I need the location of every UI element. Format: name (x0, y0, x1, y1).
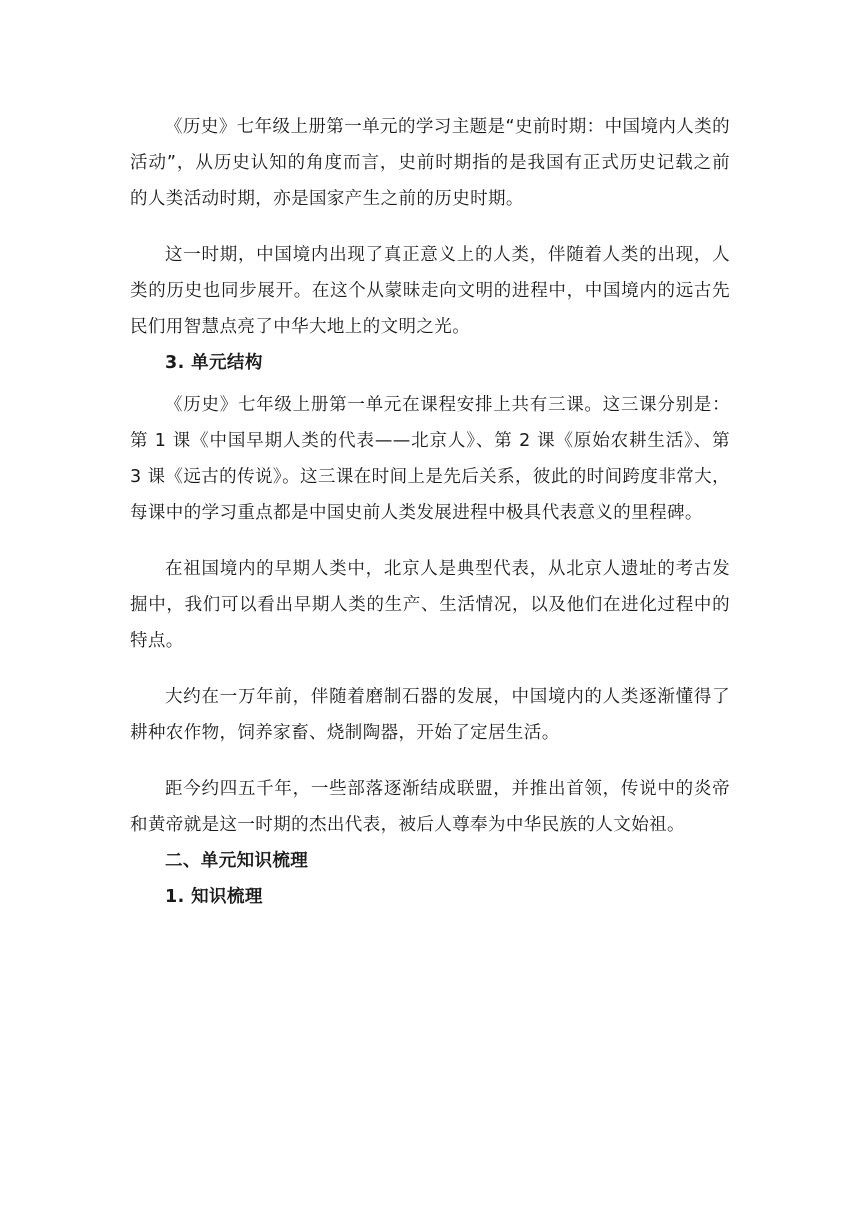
heading-knowledge-review: 二、单元知识梳理 (165, 851, 309, 871)
heading-unit-structure: 3. 单元结构 (165, 353, 263, 373)
paragraph-lesson-list: 《历史》七年级上册第一单元在课程安排上共有三课。这三课分别是：第 1 课《中国早期人类的代表——北京人》、第 2 课《原始农耕生活》、第 3 课《远古的传说》。这三课在时间上是先后关系，彼此的时间跨度非常大，每课中的学习重点都是中国史前人类发展进程中极具代表意义的里程碑。 (130, 395, 730, 523)
paragraph-legends: 距今约四五千年，一些部落逐渐结成联盟，并推出首领，传说中的炎帝和黄帝就是这一时期的杰出代表，被后人尊奉为中华民族的人文始祖。 (130, 779, 730, 835)
paragraph-period-overview: 这一时期，中国境内出现了真正意义上的人类，伴随着人类的出现，人类的历史也同步展开。在这个从蒙昧走向文明的进程中，中国境内的远古先民们用智慧点亮了中华大地上的文明之光。 (130, 245, 730, 337)
document-page (130, 109, 730, 915)
paragraph-unit-theme: 《历史》七年级上册第一单元的学习主题是“史前时期：中国境内人类的活动”，从历史认知的角度而言，史前时期指的是我国有正式历史记载之前的人类活动时期，亦是国家产生之前的历史时期。 (130, 117, 730, 209)
paragraph-farming-life: 大约在一万年前，伴随着磨制石器的发展，中国境内的人类逐渐懂得了耕种农作物，饲养家畜、烧制陶器，开始了定居生活。 (130, 687, 730, 743)
heading-knowledge-summary: 1. 知识梳理 (165, 887, 263, 907)
paragraph-peking-man: 在祖国境内的早期人类中，北京人是典型代表，从北京人遗址的考古发掘中，我们可以看出早期人类的生产、生活情况，以及他们在进化过程中的特点。 (130, 559, 730, 651)
